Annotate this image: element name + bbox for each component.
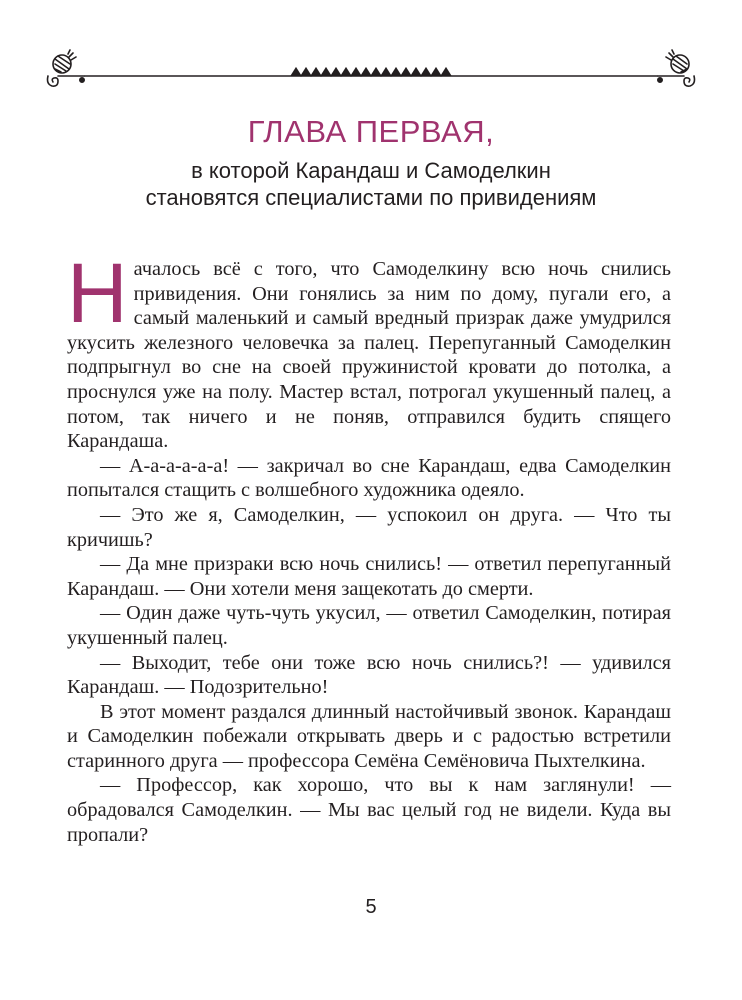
paragraph: — Профессор, как хорошо, что вы к нам заглянули! — обрадовался Самоделкин. — Мы вас целый год не видели. Куда вы пропали? <box>67 774 671 846</box>
paragraph: В этот момент раздался длинный настойчивый звонок. Карандаш и Самоделкин побежали открывать дверь и с радостью встретили старинного друга — профессора Семёна Семёновича Пыхтелкина. <box>67 700 671 772</box>
paragraph: — Это же я, Самоделкин, — успокоил он друга. — Что ты кричишь? <box>67 503 671 551</box>
chapter-subtitle <box>0 157 742 211</box>
paragraph <box>67 246 671 454</box>
chapter-subtitle-line: в которой Карандаш и Самоделкин <box>191 158 551 183</box>
paragraph: — Один даже чуть-чуть укусил, — ответил Самоделкин, потирая укушенный палец. <box>67 602 671 649</box>
chapter-title: ГЛАВА ПЕРВАЯ, <box>247 114 495 149</box>
chapter-body <box>67 246 671 847</box>
right-ornament-icon <box>658 50 695 86</box>
chapter-subtitle-line: становятся специалистами по привидениям <box>145 185 597 210</box>
left-ornament-icon <box>48 50 85 86</box>
paragraph: — Да мне призраки всю ночь снились! — ответил перепуганный Карандаш. — Они хотели меня защекотать до смерти. <box>67 553 671 600</box>
paragraph-text: ачалось всё с того, что Самоделкину всю ночь снились привидения. Они гонялись за ним по дому, пугали его, а самый маленький и самый вредный призрак даже умудрился укусить железного человечка за палец. Перепуганный Самоделкин подпрыгнул во сне на своей пружинистой кровати до потолка, а проснулся уже на полу. Мастер встал, потрогал укушенный палец, а потом, так ничего и не поняв, отправился будить спящего Карандаша. <box>67 258 671 453</box>
zigzag-ornament-icon <box>291 68 451 76</box>
paragraph: — А-а-а-а-а-а! — закричал во сне Карандаш, едва Самоделкин попытался стащить с волшебного художника одеяло. <box>67 454 671 502</box>
drop-cap: Н <box>67 246 128 340</box>
page-number: 5 <box>365 896 377 918</box>
paragraph: — Выходит, тебе они тоже всю ночь снились?! — удивился Карандаш. — Подозрительно! <box>67 651 671 699</box>
header-ornament <box>44 48 698 98</box>
